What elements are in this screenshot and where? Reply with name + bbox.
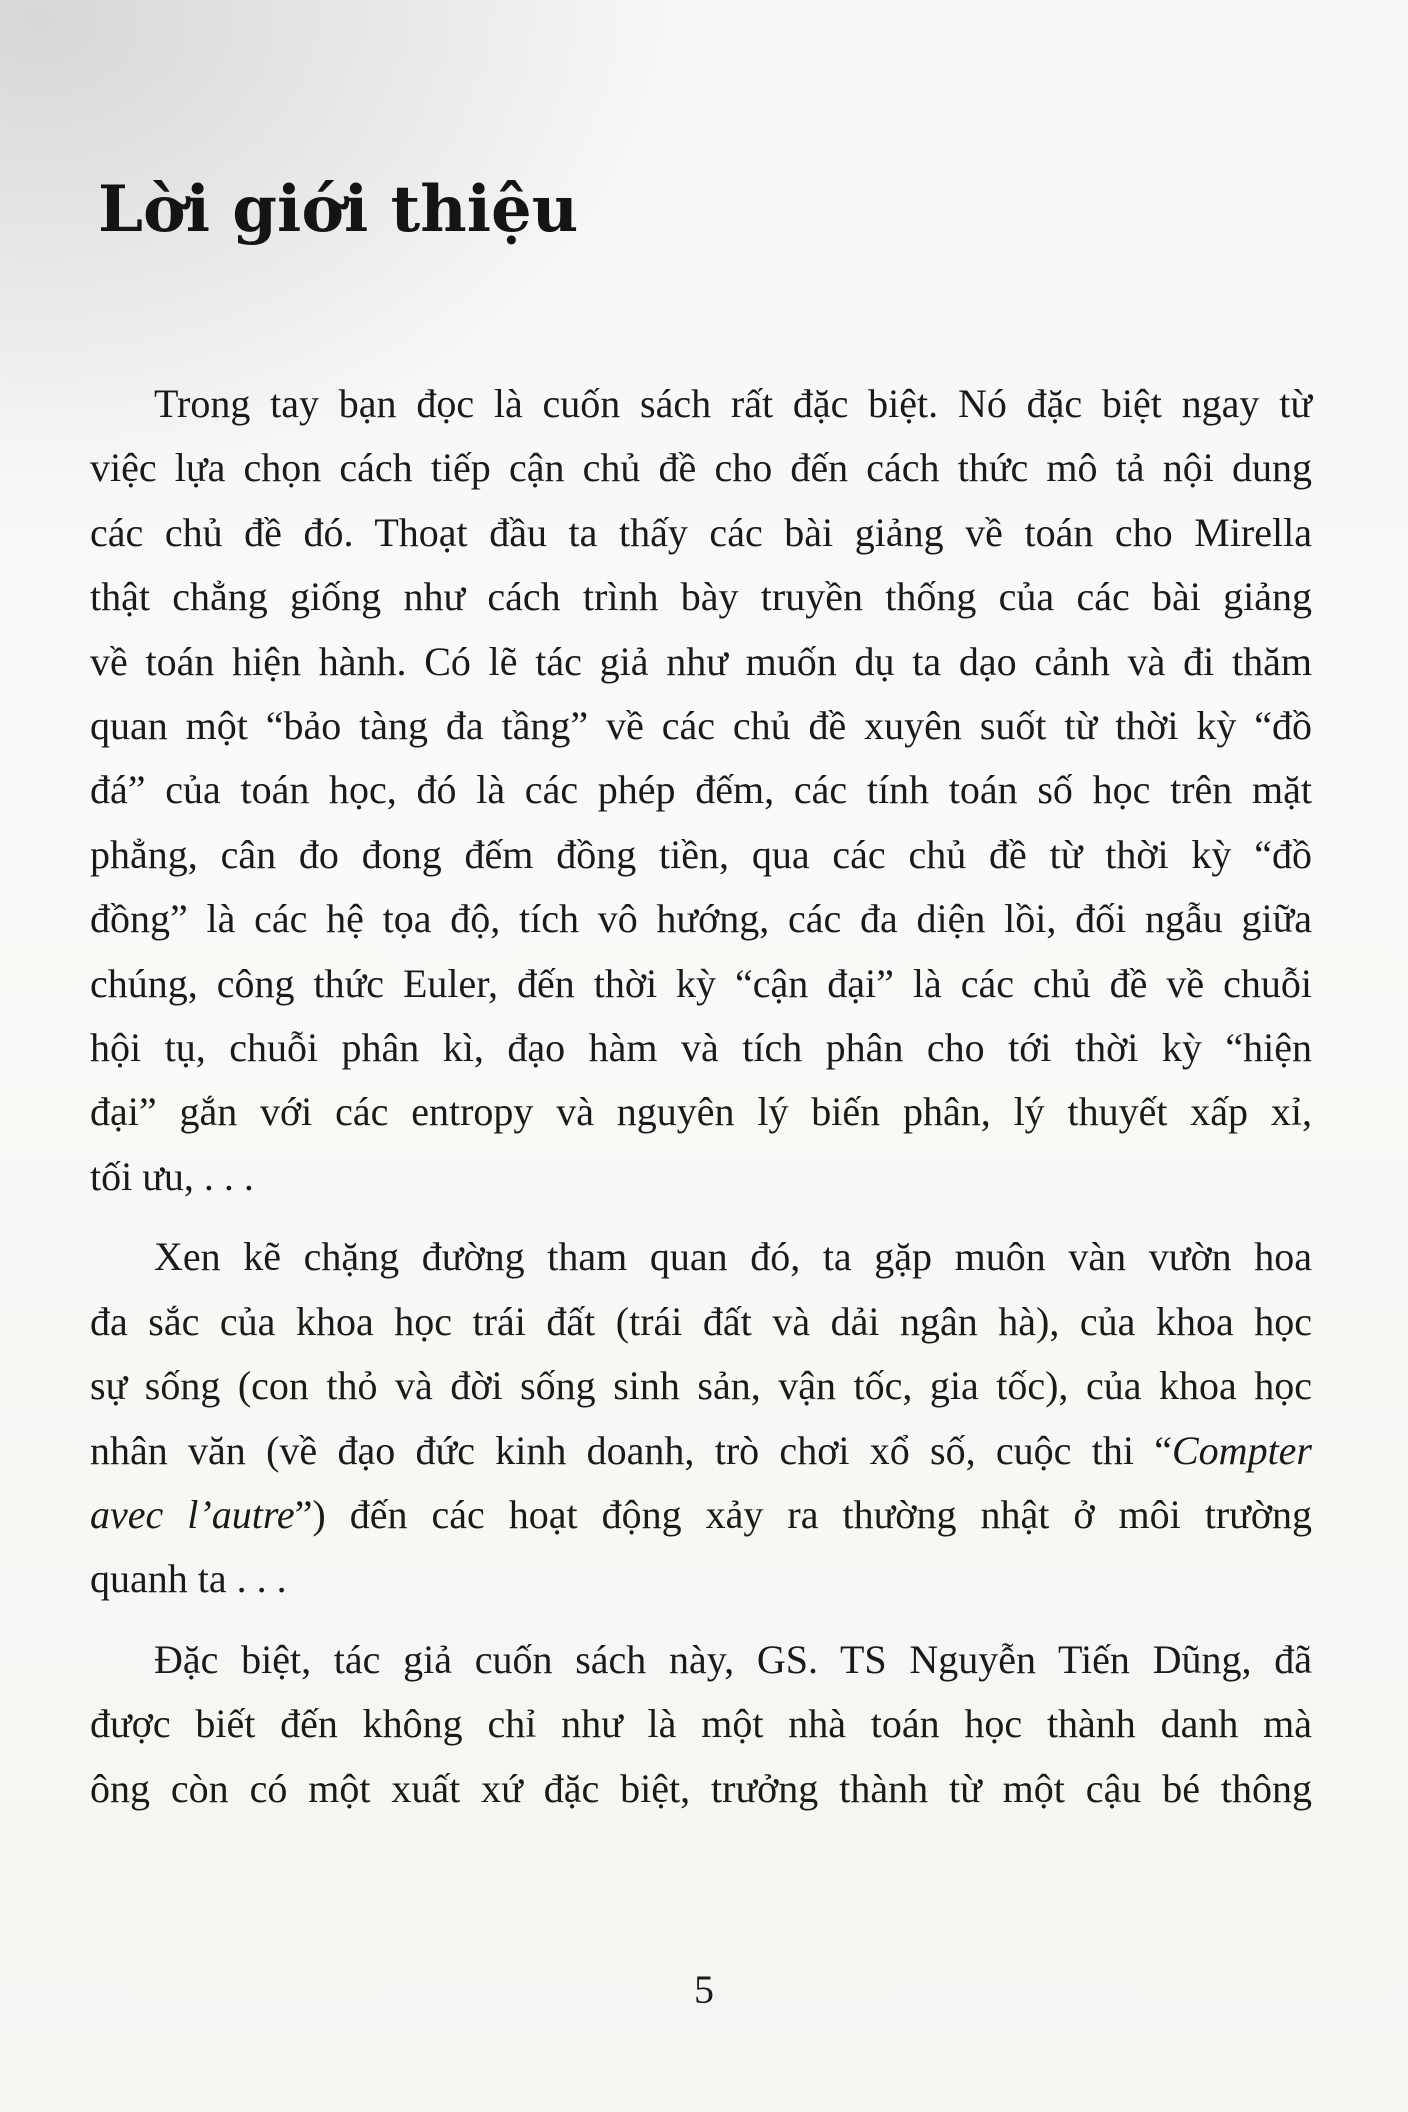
text-line: Đặc biệt, tác giả cuốn sách này, GS. TS Nguyễn Tiến Dũng, đã	[154, 1636, 1312, 1682]
text-line-with-italic	[90, 1483, 1312, 1547]
text-line: đá” của toán học, đó là các phép đếm, các tính toán số học trên mặt	[90, 767, 1312, 813]
text-line: hội tụ, chuỗi phân kì, đạo hàm và tích phân cho tới thời kỳ “hiện	[90, 1025, 1312, 1071]
text-line: chúng, công thức Euler, đến thời kỳ “cận đại” là các chủ đề về chuỗi	[90, 960, 1312, 1006]
line-suffix: ”) đến các hoạt động xảy ra thường nhật ở môi trường	[294, 1491, 1312, 1537]
text-line: phẳng, cân đo đong đếm đồng tiền, qua các chủ đề từ thời kỳ “đồ	[90, 831, 1312, 877]
text-line: Trong tay bạn đọc là cuốn sách rất đặc biệt. Nó đặc biệt ngay từ	[154, 381, 1312, 426]
italic-title-part-2: avec l’autre	[90, 1491, 295, 1537]
chapter-title: Lời giới thiệu	[98, 172, 579, 247]
text-line: ông còn có một xuất xứ đặc biệt, trưởng thành từ một cậu bé thông	[90, 1765, 1312, 1811]
paragraph-gap	[90, 1209, 1312, 1225]
paragraph-gap	[90, 1612, 1312, 1628]
text-line: đa sắc của khoa học trái đất (trái đất và dải ngân hà), của khoa học	[90, 1298, 1312, 1344]
text-line: về toán hiện hành. Có lẽ tác giả như muốn dụ ta dạo cảnh và đi thăm	[90, 638, 1312, 684]
text-line: quan một “bảo tàng đa tầng” về các chủ đề xuyên suốt từ thời kỳ “đồ	[90, 703, 1312, 749]
text-line: đồng” là các hệ tọa độ, tích vô hướng, các đa diện lồi, đối ngẫu giữa	[90, 896, 1312, 942]
text-line: việc lựa chọn cách tiếp cận chủ đề cho đến cách thức mô tả nội dung	[90, 445, 1312, 491]
paragraph-3	[90, 1628, 1312, 1821]
text-line: đại” gắn với các entropy và nguyên lý biến phân, lý thuyết xấp xỉ,	[90, 1089, 1312, 1135]
italic-title-part-1: Compter	[1172, 1427, 1312, 1473]
text-line: các chủ đề đó. Thoạt đầu ta thấy các bài giảng về toán cho Mirella	[90, 509, 1312, 555]
paragraph-1	[90, 372, 1312, 1209]
text-line: quanh ta . . .	[90, 1556, 287, 1602]
body-text	[90, 372, 1312, 1821]
paragraph-2	[90, 1225, 1312, 1611]
page-number: 5	[694, 1967, 714, 2012]
text-line: tối ưu, . . .	[90, 1153, 254, 1199]
text-line-with-italic	[90, 1419, 1312, 1483]
text-line: thật chẳng giống như cách trình bày truyền thống của các bài giảng	[90, 574, 1312, 620]
line-prefix: nhân văn (về đạo đức kinh doanh, trò chơi xổ số, cuộc thi “	[90, 1427, 1172, 1473]
text-line: Xen kẽ chặng đường tham quan đó, ta gặp muôn vàn vườn hoa	[154, 1234, 1312, 1280]
text-line: được biết đến không chỉ như là một nhà toán học thành danh mà	[90, 1701, 1312, 1747]
text-line: sự sống (con thỏ và đời sống sinh sản, vận tốc, gia tốc), của khoa học	[90, 1363, 1312, 1409]
